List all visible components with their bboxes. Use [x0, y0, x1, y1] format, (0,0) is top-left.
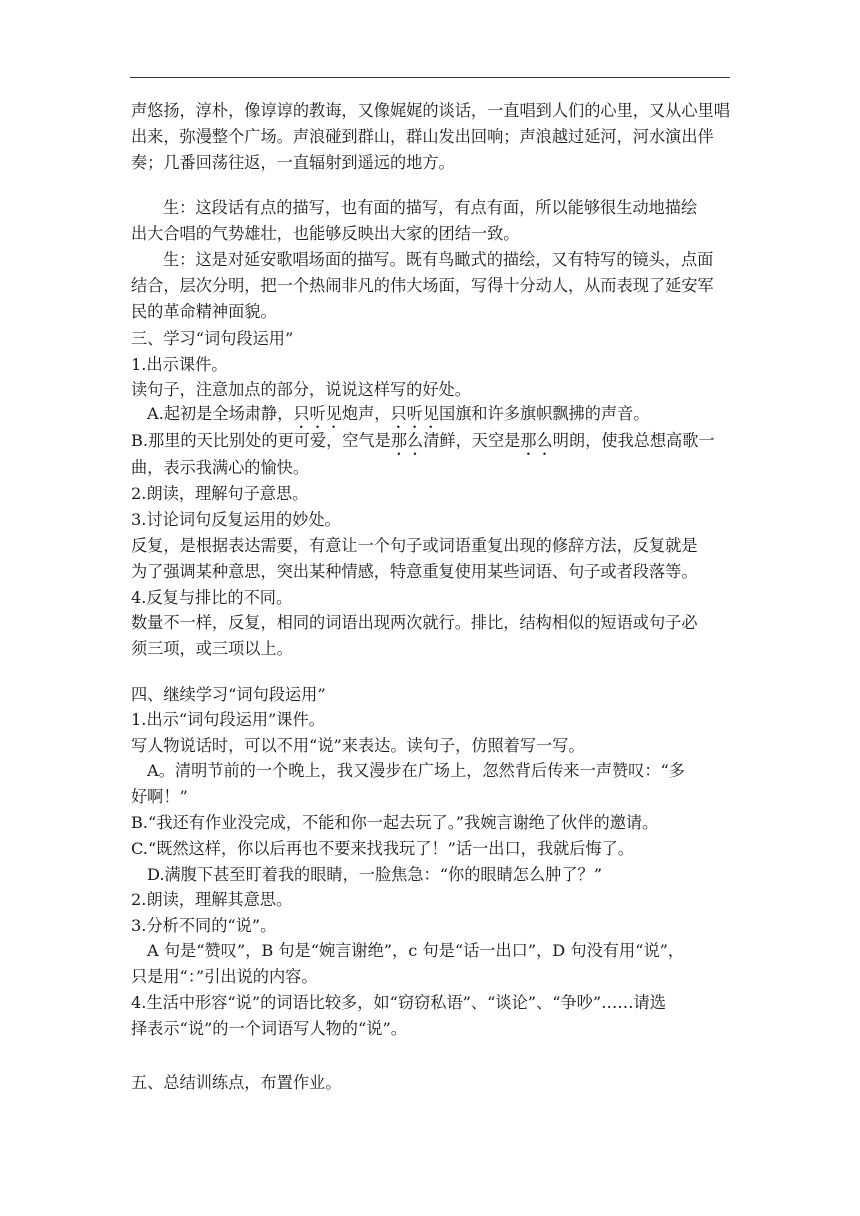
- paragraph-line: 曲，表示我满心的愉快。: [131, 458, 310, 477]
- sentence-text: A.起初是全场肃静，: [147, 404, 294, 423]
- list-item: 2.朗读，理解句子意思。: [131, 484, 309, 503]
- paragraph-line: A 句是“赞叹”，B 句是“婉言谢绝”，c 句是“话一出口”，D 句没有用“说”，: [147, 941, 685, 960]
- example-sentence: C.“既然这样，你以后再也不要来找我玩了！”话一出口，我就后悔了。: [131, 839, 634, 858]
- paragraph-line: 反复，是根据表达需要，有意让一个句子或词语重复出现的修辞方法，反复就是: [131, 536, 698, 555]
- list-item: 4.生活中形容“说”的词语比较多，如“窃窃私语”、“谈论”、“争吵”……请选: [131, 993, 666, 1012]
- paragraph-line: 声悠扬，淳朴，像谆谆的教诲，又像娓娓的谈话，一直唱到人们的心里，又从心里唱: [131, 101, 730, 120]
- paragraph-line: 结合，层次分明，把一个热闹非凡的伟大场面，写得十分动人，从而表现了延安军: [131, 276, 714, 295]
- header-rule: [130, 77, 730, 78]
- section-heading: 四、继续学习“词句段运用”: [131, 685, 326, 704]
- paragraph-line: 择表示“说”的一个词语写人物的“说”。: [131, 1019, 407, 1038]
- sentence-text: B.那里的天比别处的更可爱，空气是: [131, 431, 391, 450]
- example-sentence: B.“我还有作业没完成，不能和你一起去玩了。”我婉言谢绝了伙伴的邀请。: [131, 813, 659, 832]
- section-heading: 三、学习“词句段运用”: [131, 329, 294, 348]
- list-item: 1.出示“词句段运用”课件。: [131, 710, 325, 729]
- sentence-text: 炮声，: [341, 404, 391, 423]
- sentence-text: 清鲜，天空是: [423, 431, 521, 450]
- paragraph-line: 生：这段话有点的描写，也有面的描写，有点有面，所以能够很生动地描绘: [163, 198, 698, 217]
- paragraph-line: 出来，弥漫整个广场。声浪碰到群山，群山发出回响；声浪越过延河，河水演出伴: [131, 127, 714, 146]
- sentence-text: 明朗，使我总想高歌一: [552, 431, 715, 450]
- paragraph-line: 出大合唱的气势雄壮，也能够反映出大家的团结一致。: [131, 224, 520, 243]
- list-item: 3.分析不同的“说”。: [131, 916, 277, 935]
- sentence-text: 国旗和许多旗帜飘拂的声音。: [439, 404, 650, 423]
- list-item: 1.出示课件。: [131, 355, 228, 374]
- paragraph-line: 写人物说话时，可以不用“说”来表达。读句子，仿照着写一写。: [131, 736, 585, 755]
- example-sentence: A。清明节前的一个晚上，我又漫步在广场上，忽然背后传来一声赞叹：“多: [147, 761, 685, 780]
- list-item: 4.反复与排比的不同。: [131, 588, 293, 607]
- paragraph-line: 只是用“：”引出说的内容。: [131, 967, 318, 986]
- example-sentence-b: [131, 430, 715, 459]
- paragraph-line: 须三项，或三项以上。: [131, 639, 293, 658]
- list-item: 3.讨论词句反复运用的妙处。: [131, 510, 341, 529]
- paragraph-line: 奏；几番回荡往返，一直辐射到遥远的地方。: [131, 153, 455, 172]
- emphasized-phrase: 那么: [520, 431, 553, 450]
- paragraph-line: 数量不一样，反复，相同的词语出现两次就行。排比，结构相似的短语或句子必: [131, 613, 698, 632]
- paragraph-line: 读句子，注意加点的部分，说说这样写的好处。: [131, 380, 471, 399]
- section-heading: 五、总结训练点，布置作业。: [131, 1073, 342, 1092]
- emphasized-phrase: 只听见: [293, 404, 342, 423]
- emphasized-phrase: 那么: [390, 431, 424, 450]
- paragraph-line: 生：这是对延安歌唱场面的描写。既有鸟瞰式的描绘，又有特写的镜头，点面: [163, 250, 714, 269]
- emphasized-phrase: 只听见: [390, 404, 440, 423]
- example-sentence: D.满腹下甚至盯着我的眼睛，一脸焦急：“你的眼睛怎么肿了？”: [147, 865, 602, 884]
- paragraph-line: 为了强调某种意思，突出某种情感，特意重复使用某些词语、句子或者段落等。: [131, 562, 698, 581]
- example-sentence-a: [147, 403, 649, 432]
- paragraph-line: 民的革命精神面貌。: [131, 302, 277, 321]
- list-item: 2.朗读，理解其意思。: [131, 890, 293, 909]
- paragraph-line: 好啊！”: [131, 787, 188, 806]
